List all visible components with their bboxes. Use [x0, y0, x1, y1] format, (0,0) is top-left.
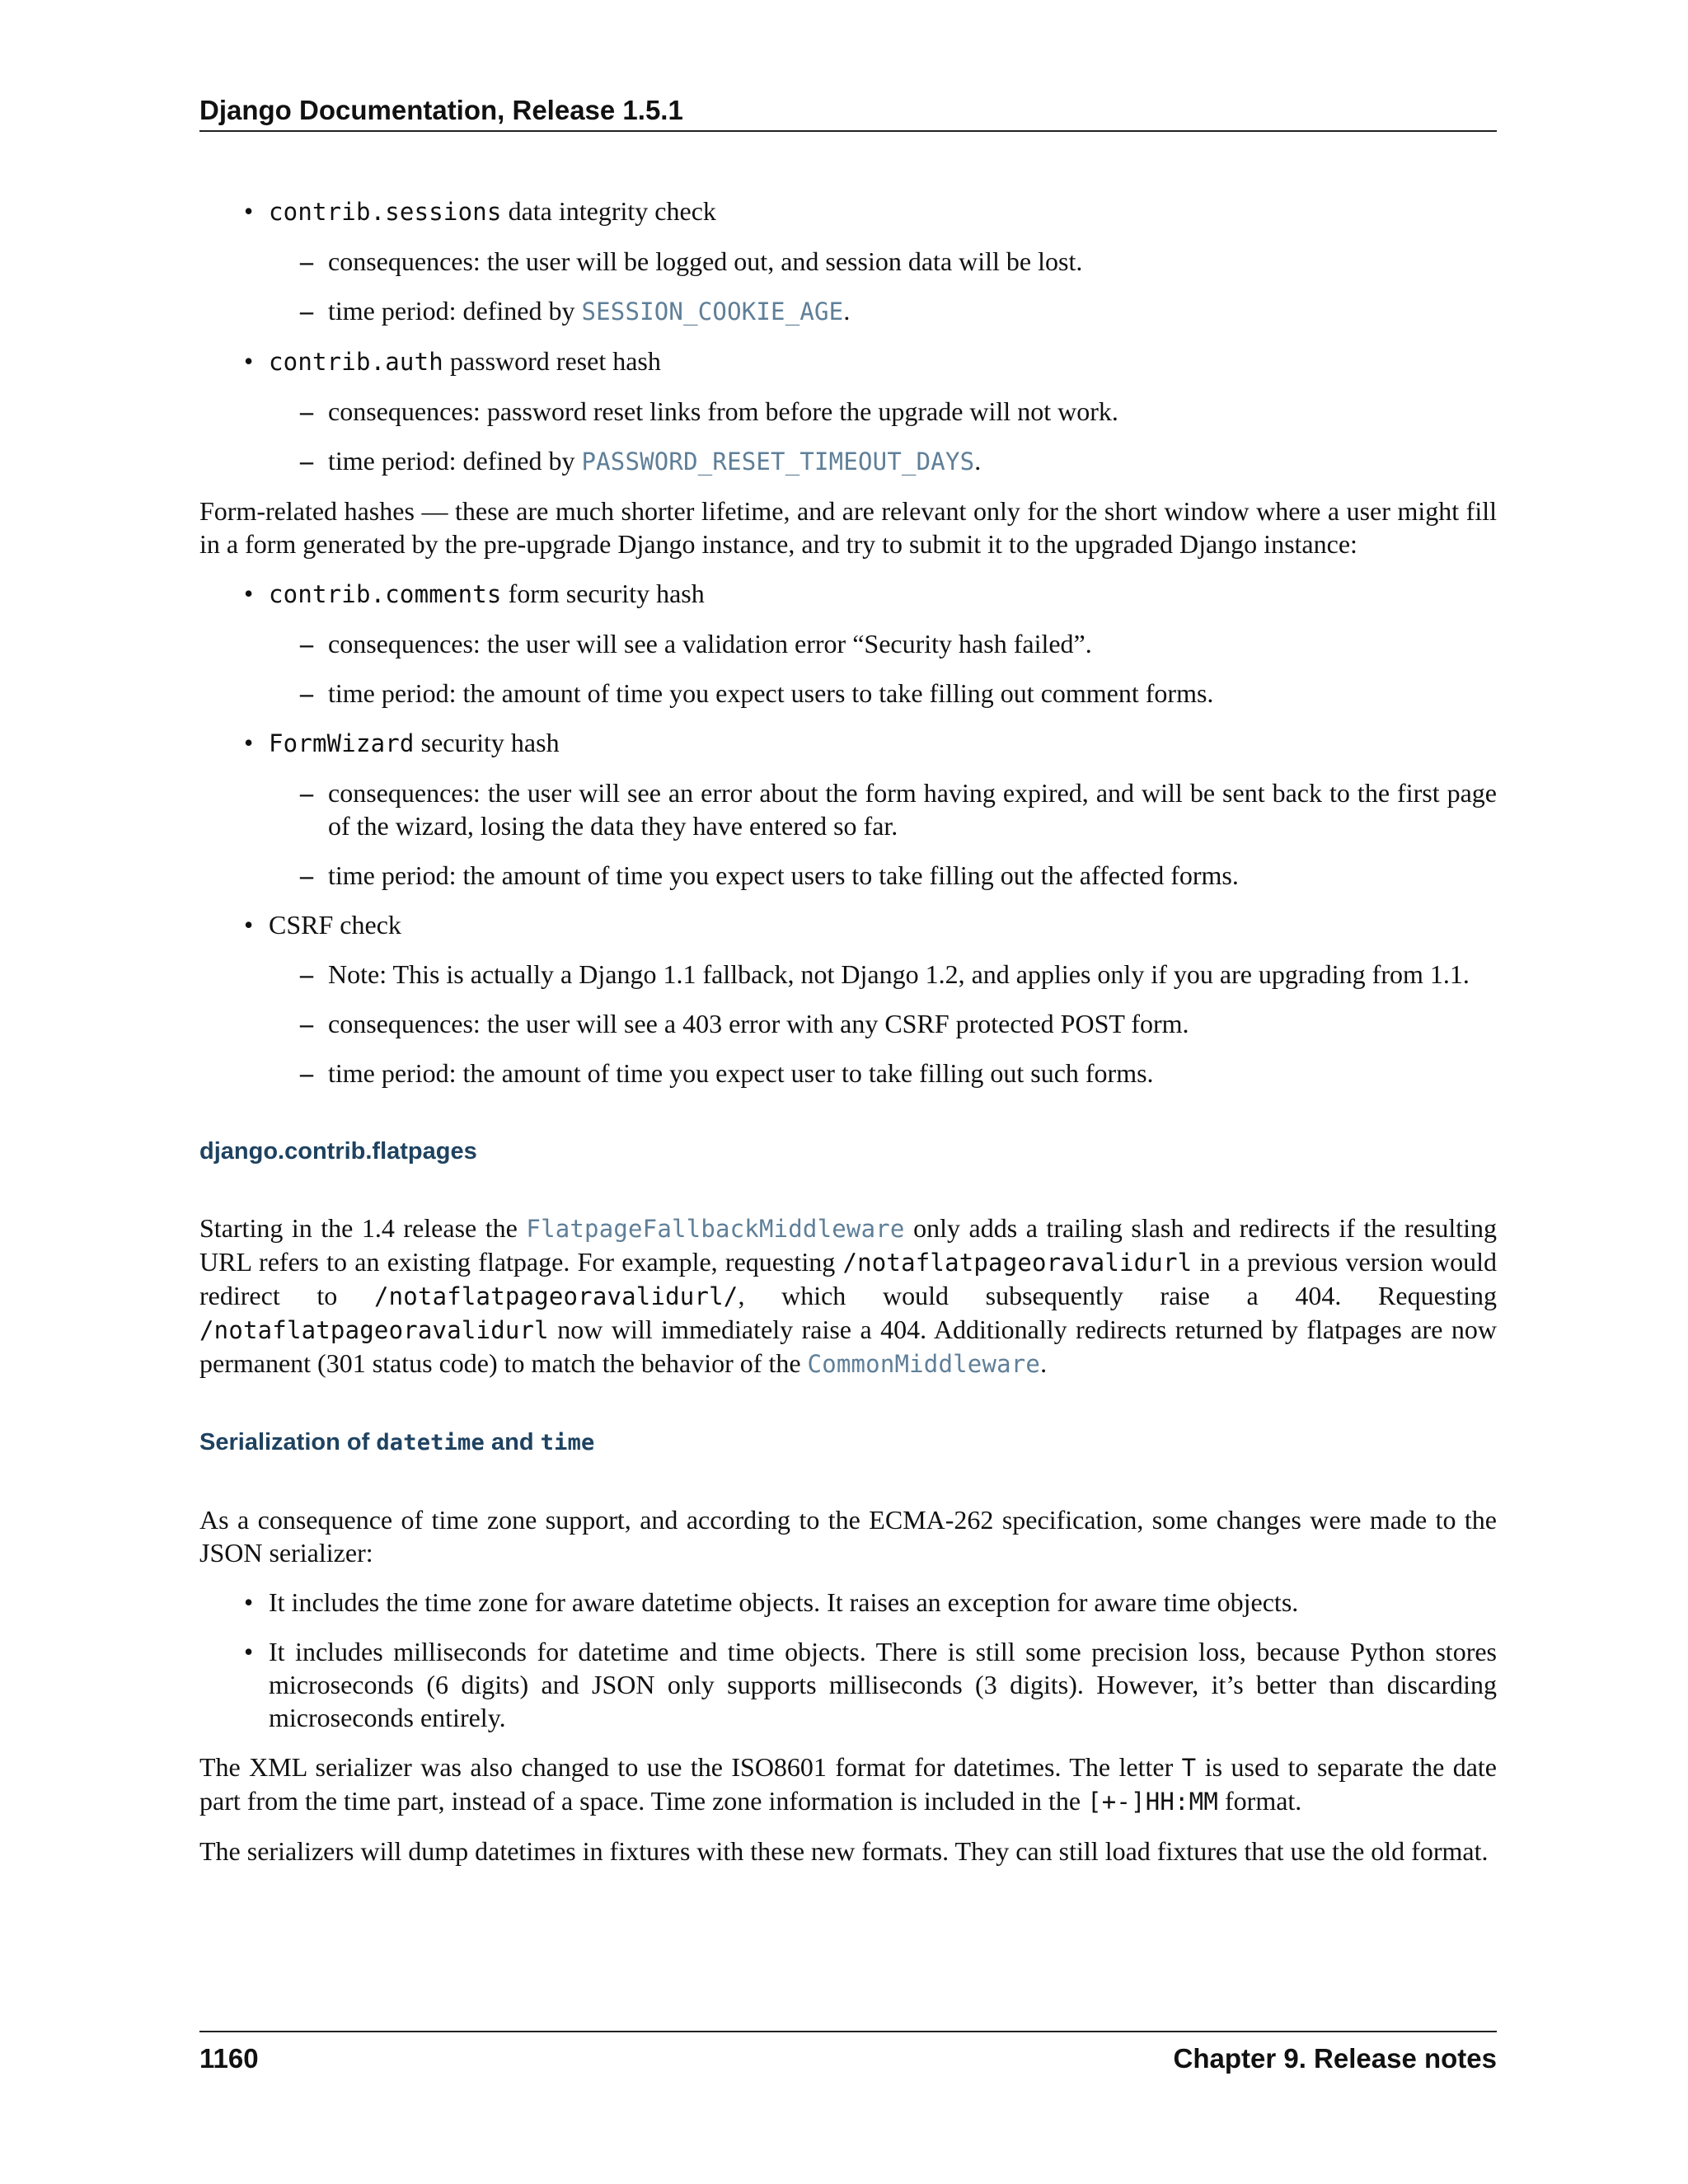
section-heading-flatpages: django.contrib.flatpages	[199, 1138, 477, 1165]
sub-list-item: – consequences: password reset links from before the upgrade will not work.	[328, 395, 1497, 428]
inline-code: T	[1181, 1754, 1197, 1782]
page-content	[199, 194, 1497, 1884]
list-item-csrf	[269, 908, 1497, 1090]
sub-list-item: – time period: the amount of time you expect users to take filling out comment forms.	[328, 677, 1497, 710]
inline-code: FormWizard	[269, 729, 415, 757]
class-link-flatpage-fallback-middleware[interactable]: FlatpageFallbackMiddleware	[526, 1215, 905, 1243]
sub-list-text: time period: defined by	[328, 296, 582, 326]
list-item-text: form security hash	[501, 579, 705, 608]
inline-code: /notaflatpageoravalidurl/	[373, 1282, 738, 1310]
sub-list-item: – time period: the amount of time you expect user to take filling out such forms.	[328, 1057, 1497, 1090]
heading-code: datetime	[376, 1430, 485, 1455]
sub-list-text: .	[843, 296, 851, 326]
paragraph-text: Starting in the 1.4 release the	[199, 1213, 527, 1243]
sub-list	[269, 395, 1497, 478]
list-item-formwizard	[269, 726, 1497, 892]
inline-code: contrib.auth	[269, 348, 443, 376]
sub-list	[269, 776, 1497, 892]
inline-code: /notaflatpageoravalidurl	[842, 1249, 1193, 1277]
inline-code: contrib.comments	[269, 580, 502, 608]
paragraph-text: in a previous version would redirect to	[199, 1247, 1498, 1310]
serialization-intro: As a consequence of time zone support, and according to the ECMA-262 specification, some changes were made to the JSON serializer:	[199, 1505, 1497, 1568]
sub-list-item: – consequences: the user will see a validation error “Security hash failed”.	[328, 627, 1497, 660]
sub-list-item	[328, 294, 1497, 328]
list-item: • It includes the time zone for aware datetime objects. It raises an exception for aware time objects.	[269, 1586, 1497, 1619]
list-item-sessions	[269, 194, 1497, 328]
sub-list-item: – consequences: the user will see an error about the form having expired, and will be sent back to the first page of the wizard, losing the data they have entered so far.	[328, 776, 1497, 842]
document-page	[199, 0, 1497, 2184]
sub-list	[269, 245, 1497, 328]
section-heading-serialization	[199, 1427, 1497, 1459]
sub-list-item: – Note: This is actually a Django 1.1 fallback, not Django 1.2, and applies only if you are upgrading from 1.1.	[328, 958, 1497, 991]
inline-code: /notaflatpageoravalidurl	[199, 1316, 549, 1344]
running-footer	[199, 2031, 1497, 2077]
setting-link-password-reset-timeout-days[interactable]: PASSWORD_RESET_TIMEOUT_DAYS	[581, 448, 975, 476]
sub-list-item: – consequences: the user will be logged out, and session data will be lost.	[328, 245, 1497, 278]
hash-list-long-lived	[199, 194, 1497, 478]
running-header	[199, 92, 1497, 132]
list-item: • It includes milliseconds for datetime and time objects. There is still some precision loss, because Python stores microseconds (6 digits) and JSON only supports milliseconds (3 digits). However, it’s better than discarding microseconds entirely.	[269, 1635, 1497, 1734]
paragraph-text: format.	[1218, 1786, 1302, 1816]
sub-list	[269, 627, 1497, 710]
list-item-comments	[269, 577, 1497, 710]
sub-list-text: .	[974, 446, 982, 476]
sub-list-item: – time period: the amount of time you expect users to take filling out the affected forms.	[328, 859, 1497, 892]
class-link-common-middleware[interactable]: CommonMiddleware	[807, 1350, 1041, 1378]
fixtures-paragraph: The serializers will dump datetimes in fixtures with these new formats. They can still load fixtures that use the old format.	[199, 1836, 1489, 1866]
sub-list-item: – consequences: the user will see a 403 error with any CSRF protected POST form.	[328, 1007, 1497, 1040]
page-number: 1160	[199, 2043, 259, 2074]
flatpages-paragraph	[199, 1212, 1497, 1380]
sub-list	[269, 958, 1497, 1090]
list-item-text: CSRF check	[269, 910, 401, 940]
setting-link-session-cookie-age[interactable]: SESSION_COOKIE_AGE	[581, 298, 844, 326]
list-item-text: data integrity check	[501, 196, 716, 226]
sub-list-text: time period: defined by	[328, 446, 582, 476]
chapter-title: Chapter 9. Release notes	[1173, 2043, 1497, 2074]
list-item-text: password reset hash	[443, 346, 661, 376]
paragraph-text: only adds a trailing slash and redirects if the resulting URL refers to an existing flatpage. For example, requesting	[199, 1213, 1498, 1277]
inline-code: contrib.sessions	[269, 198, 502, 226]
heading-text: and	[484, 1429, 541, 1455]
paragraph-text: now will immediately raise a 404. Additionally redirects returned by flatpages are now permanent (301 status code) to match the behavior of the	[199, 1315, 1497, 1378]
heading-text: Serialization of	[199, 1429, 377, 1455]
paragraph-text: The XML serializer was also changed to use the ISO8601 format for datetimes. The letter	[199, 1752, 1182, 1782]
paragraph-text: is used to separate the date part from the time part, instead of a space. Time zone information is included in the	[199, 1752, 1498, 1816]
header-title: Django Documentation, Release 1.5.1	[199, 95, 683, 125]
xml-serializer-paragraph	[199, 1750, 1497, 1818]
paragraph-text: .	[1040, 1348, 1048, 1378]
inline-code: [+-]HH:MM	[1087, 1788, 1218, 1816]
paragraph-text: , which would subsequently raise a 404. Requesting	[738, 1281, 1498, 1310]
form-hashes-intro: Form-related hashes — these are much shorter lifetime, and are relevant only for the short window where a user might fill in a form generated by the pre-upgrade Django instance, and try to submit it to the upgraded Django instance:	[199, 496, 1497, 559]
json-serializer-list	[199, 1586, 1497, 1734]
list-item-auth	[269, 344, 1497, 478]
list-item-text: security hash	[414, 728, 560, 757]
hash-list-form	[199, 577, 1497, 1090]
sub-list-item	[328, 444, 1497, 478]
heading-code: time	[540, 1430, 595, 1455]
